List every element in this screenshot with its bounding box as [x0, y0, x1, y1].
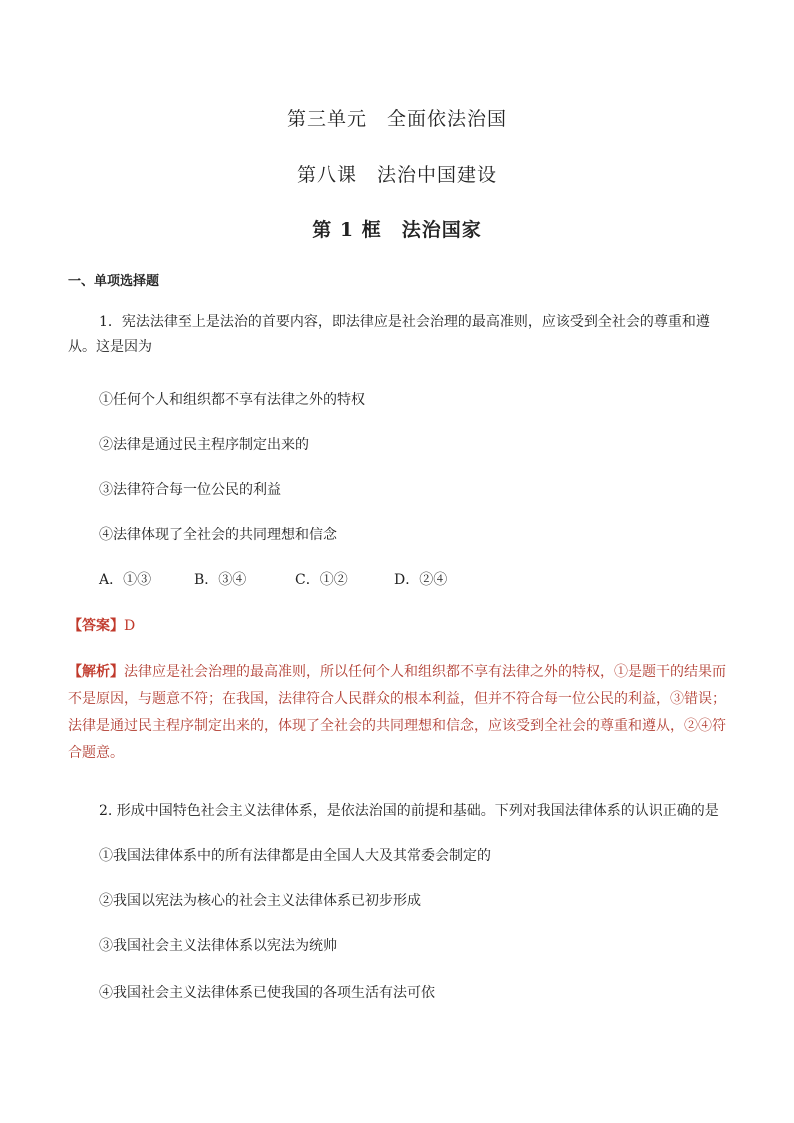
question-1-stem: 1．宪法法律至上是法治的首要内容，即法律应是社会治理的最高准则，应该受到全社会的尊重和遵从。这是因为 [68, 314, 710, 355]
question-2-option-3: ③我国社会主义法律体系以宪法为统帅 [99, 938, 337, 954]
answer-line [68, 615, 135, 635]
question-1-option-3: ③法律符合每一位公民的利益 [99, 482, 281, 498]
question-2-option-1: ①我国法律体系中的所有法律都是由全国人大及其常委会制定的 [99, 848, 491, 864]
question-1-option-2: ②法律是通过民主程序制定出来的 [99, 437, 309, 453]
question-1-option-1: ①任何个人和组织都不享有法律之外的特权 [99, 392, 365, 408]
choice-a: A．①③ [99, 572, 152, 588]
lesson-title: 第八课 法治中国建设 [296, 164, 497, 186]
choice-d: D．②④ [394, 572, 448, 588]
question-2-option-2: ②我国以宪法为核心的社会主义法律体系已初步形成 [99, 893, 421, 909]
section-heading: 一、单项选择题 [68, 274, 160, 289]
unit-title: 第三单元 全面依法治国 [286, 108, 507, 130]
question-1-choices [99, 570, 447, 590]
analysis-block [68, 659, 728, 767]
question-1-option-4: ④法律体现了全社会的共同理想和信念 [99, 527, 337, 543]
analysis-text: 法律应是社会治理的最高准则，所以任何个人和组织都不享有法律之外的特权，①是题干的结果而不是原因，与题意不符；在我国，法律符合人民群众的根本利益，但并不符合每一位公民的利益，③错误；法律是通过民主程序制定出来的，体现了全社会的共同理想和信念，应该受到全社会的尊重和遵从，②④符合题意。 [68, 664, 726, 761]
frame-title: 第 1 框 法治国家 [312, 219, 482, 241]
answer-value: D [124, 618, 136, 634]
choice-c: C．①② [295, 572, 348, 588]
answer-tag: 【答案】 [68, 618, 124, 634]
question-2-option-4: ④我国社会主义法律体系已使我国的各项生活有法可依 [99, 985, 435, 1001]
analysis-tag: 【解析】 [68, 664, 124, 680]
choice-b: B．③④ [194, 572, 247, 588]
question-2-stem: 2. 形成中国特色社会主义法律体系，是依法治国的前提和基础。下列对我国法律体系的认识正确的是 [99, 803, 719, 819]
